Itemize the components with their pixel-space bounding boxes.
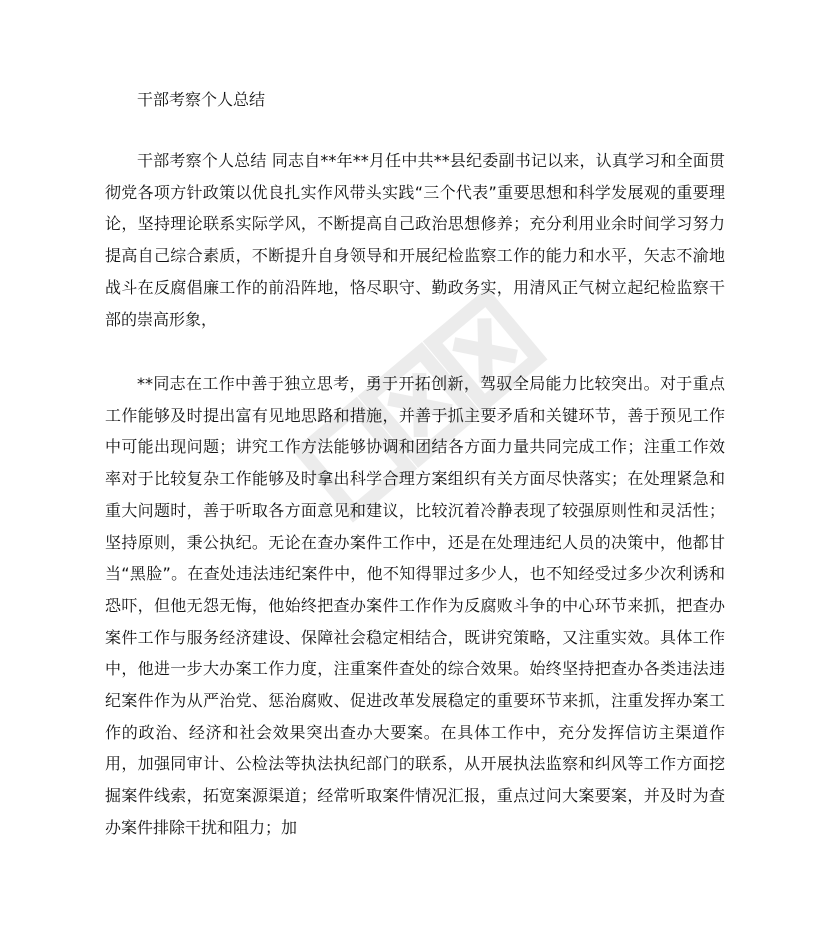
document-title: 干部考察个人总结 [137,90,266,109]
body-paragraph-2: **同志在工作中善于独立思考，勇于开拓创新，驾驭全局能力比较突出。对于重点工作能够及时提出富有见地思路和措施，并善于抓主要矛盾和关键环节，善于预见工作中可能出现问题；讲究工作方法能够协调和团结各方面力量共同完成工作；注重工作效率对于比较复杂工作能够及时拿出科学合理方案组织有关方面尽快落实；在处理紧急和重大问题时，善于听取各方面意见和建议，比较沉着冷静表现了较强原则性和灵活性；坚持原则，秉公执纪。无论在查办案件工作中，还是在处理违纪人员的决策中，他都甘当“黑脸”。在查处违法违纪案件中，他不知得罪过多少人，也不知经受过多少次利诱和恐吓，但他无怨无悔，他始终把查办案件工作作为反腐败斗争的中心环节来抓，把查办案件工作与服务经济建设、保障社会稳定相结合，既讲究策略，又注重实效。具体工作中，他进一步大办案工作力度，注重案件查处的综合效果。始终坚持把查办各类违法违纪案件作为从严治党、惩治腐败、促进改革发展稳定的重要环节来抓，注重发挥办案工作的政治、经济和社会效果突出查办大要案。在具体工作中，充分发挥信访主渠道作用，加强同审计、公检法等执法执纪部门的联系，从开展执法监察和纠风等工作方面挖掘案件线索，拓宽案源渠道；经常听取案件情况汇报，重点过问大案要案，并及时为查办案件排除干扰和阻力；加 [105,374,725,837]
body-paragraph-1: 干部考察个人总结 同志自**年**月任中共**县纪委副书记以来，认真学习和全面贯彻党各项方针政策以优良扎实作风带头实践“三个代表”重要思想和科学发展观的重要理论，坚持理论联系实际学风，不断提高自己政治思想修养；充分利用业余时间学习努力提高自己综合素质，不断提升自身领导和开展纪检监察工作的能力和水平，矢志不渝地战斗在反腐倡廉工作的前沿阵地，恪尽职守、勤政务实，用清风正气树立起纪检监察干部的崇高形象， [105,151,725,329]
